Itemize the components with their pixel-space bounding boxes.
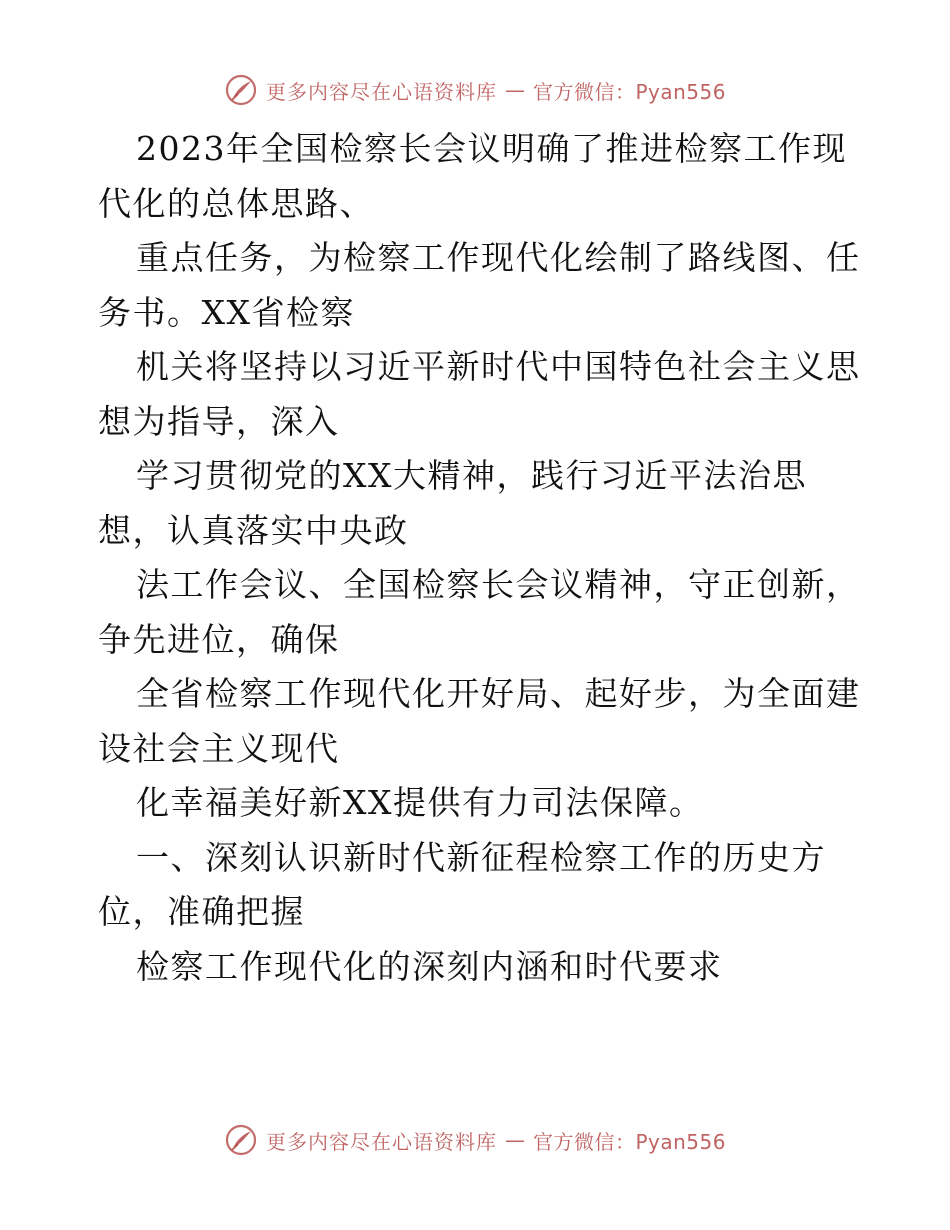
watermark-separator: —: [504, 1128, 525, 1152]
paragraph-line: 争先进位，确保: [98, 619, 340, 659]
feather-seal-icon: [224, 1123, 258, 1157]
watermark-site-text: 更多内容尽在心语资料库: [265, 1129, 497, 1154]
section-heading-line: 位，准确把握: [98, 892, 305, 931]
paragraph-line: 设社会主义现代: [98, 728, 340, 768]
document-body: [98, 122, 861, 994]
paragraph-line: 想，认真落实中央政: [98, 510, 409, 550]
section-heading-line: 一、深刻认识新时代新征程检察工作的历史方: [136, 837, 826, 877]
paragraph-line: 法工作会议、全国检察长会议精神，守正创新，: [136, 565, 861, 604]
section-heading-line: 检察工作现代化的深刻内涵和时代要求: [136, 946, 723, 986]
paragraph-line: 重点任务，为检察工作现代化绘制了路线图、任: [136, 238, 861, 277]
paragraph-line: 想为指导，深入: [98, 401, 340, 441]
paragraph-line: 机关将坚持以习近平新时代中国特色社会主义思: [136, 347, 861, 386]
paragraph-line: 化幸福美好新XX提供有力司法保障。: [136, 783, 704, 822]
paragraph-line: 务书。XX省检察: [98, 292, 355, 332]
watermark-wechat-text: 官方微信：Pyan556: [532, 1129, 726, 1154]
paragraph-line: 全省检察工作现代化开好局、起好步，为全面建: [136, 674, 861, 713]
watermark-site-text: 更多内容尽在心语资料库: [265, 79, 497, 104]
watermark-separator: —: [504, 78, 525, 102]
paragraph-line: 学习贯彻党的XX大精神，践行习近平法治思: [136, 456, 807, 495]
watermark-footer: [0, 1120, 950, 1160]
watermark-header: [0, 70, 950, 110]
watermark-wechat-text: 官方微信：Pyan556: [532, 79, 726, 104]
paragraph-line: 代化的总体思路、: [98, 183, 374, 223]
feather-seal-icon: [224, 73, 258, 107]
paragraph-line: 2023年全国检察长会议明确了推进检察工作现: [136, 129, 847, 168]
